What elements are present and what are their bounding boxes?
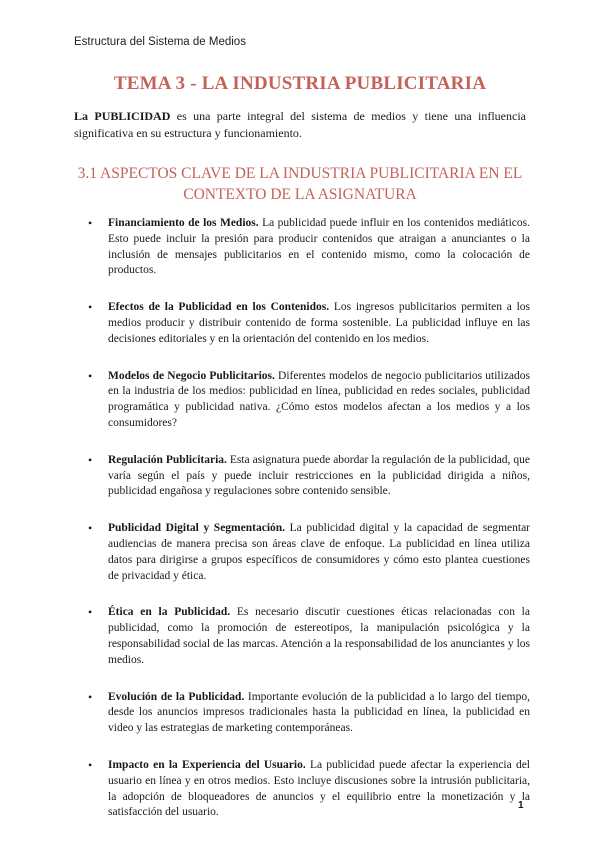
- intro-paragraph: [74, 108, 526, 142]
- section-heading: 3.1 ASPECTOS CLAVE DE LA INDUSTRIA PUBLICITARIA EN EL CONTEXTO DE LA ASIGNATURA: [77, 165, 523, 203]
- item-title: Regulación Publicitaria.: [108, 453, 227, 466]
- item-text: Importante evolución de la publicidad a lo largo del tiempo, desde los anuncios impresos tradicionales hasta la publicidad en línea, la publicidad en video y las estrategias de marketing contemporáneas.: [108, 690, 530, 735]
- item-title: Impacto en la Experiencia del Usuario.: [108, 758, 306, 771]
- intro-lead: La PUBLICIDAD: [74, 109, 171, 123]
- item-title: Ética en la Publicidad.: [108, 606, 231, 619]
- item-title: Efectos de la Publicidad en los Contenidos.: [108, 301, 330, 314]
- list-item: [108, 216, 530, 279]
- list-item: [108, 605, 530, 668]
- item-text: La publicidad digital y la capacidad de segmentar audiencias de manera precisa son áreas clave de enfoque. La publicidad en línea utiliza datos para dirigirse a grupos específicos de consumidores y cómo esto plantea cuestiones de privacidad y ética.: [108, 522, 531, 582]
- page-number: 1: [518, 800, 524, 811]
- list-item: [108, 369, 530, 432]
- running-header: Estructura del Sistema de Medios: [74, 36, 246, 48]
- key-aspects-list: [108, 216, 530, 842]
- intro-text: es una parte integral del sistema de medios y tiene una influencia significativa en su estructura y funcionamiento.: [74, 109, 526, 140]
- list-item: [108, 521, 530, 584]
- list-item: [108, 453, 530, 500]
- item-title: Modelos de Negocio Publicitarios.: [108, 369, 275, 382]
- item-text: La publicidad puede afectar la experiencia del usuario en línea y en otros medios. Esto incluye discusiones sobre la intrusión publicitaria, la adopción de bloqueadores de anuncios y el equilibrio entre la monetización y la satisfacción del usuario.: [108, 758, 530, 819]
- item-title: Publicidad Digital y Segmentación.: [108, 522, 286, 535]
- page-title: TEMA 3 - LA INDUSTRIA PUBLICITARIA: [113, 73, 487, 94]
- item-title: Evolución de la Publicidad.: [108, 690, 245, 703]
- item-text: La publicidad puede influir en los contenidos mediáticos. Esto puede incluir la presión para producir contenidos que atraigan a anunciantes o la inclusión de mensajes publicitarios en el contenido mismo, como la colocación de productos.: [108, 217, 530, 277]
- list-item: [108, 690, 530, 737]
- item-text: Diferentes modelos de negocio publicitarios utilizados en la industria de los medios: publicidad en línea, publicidad en redes sociales, publicidad programática y publicidad nativa. ¿Cómo estos modelos afectan a los medios y a los consumidores?: [108, 369, 530, 429]
- list-item: [108, 300, 530, 347]
- item-text: Esta asignatura puede abordar la regulación de la publicidad, que varía según el país y puede incluir restricciones en la publicidad dirigida a niños, publicidad engañosa y regulaciones sobre contenido sensible.: [108, 453, 530, 498]
- item-text: Los ingresos publicitarios permiten a los medios producir y distribuir contenido de forma sostenible. La publicidad influye en las decisiones editoriales y en la orientación del contenido en los medios.: [108, 301, 530, 345]
- list-item: [108, 758, 530, 821]
- item-text: Es necesario discutir cuestiones éticas relacionadas con la publicidad, como la promoción de estereotipos, la manipulación psicológica y la responsabilidad social de las marcas. Atención a la responsabilidad de los anunciantes y los medios.: [108, 606, 530, 666]
- item-title: Financiamiento de los Medios.: [108, 217, 259, 229]
